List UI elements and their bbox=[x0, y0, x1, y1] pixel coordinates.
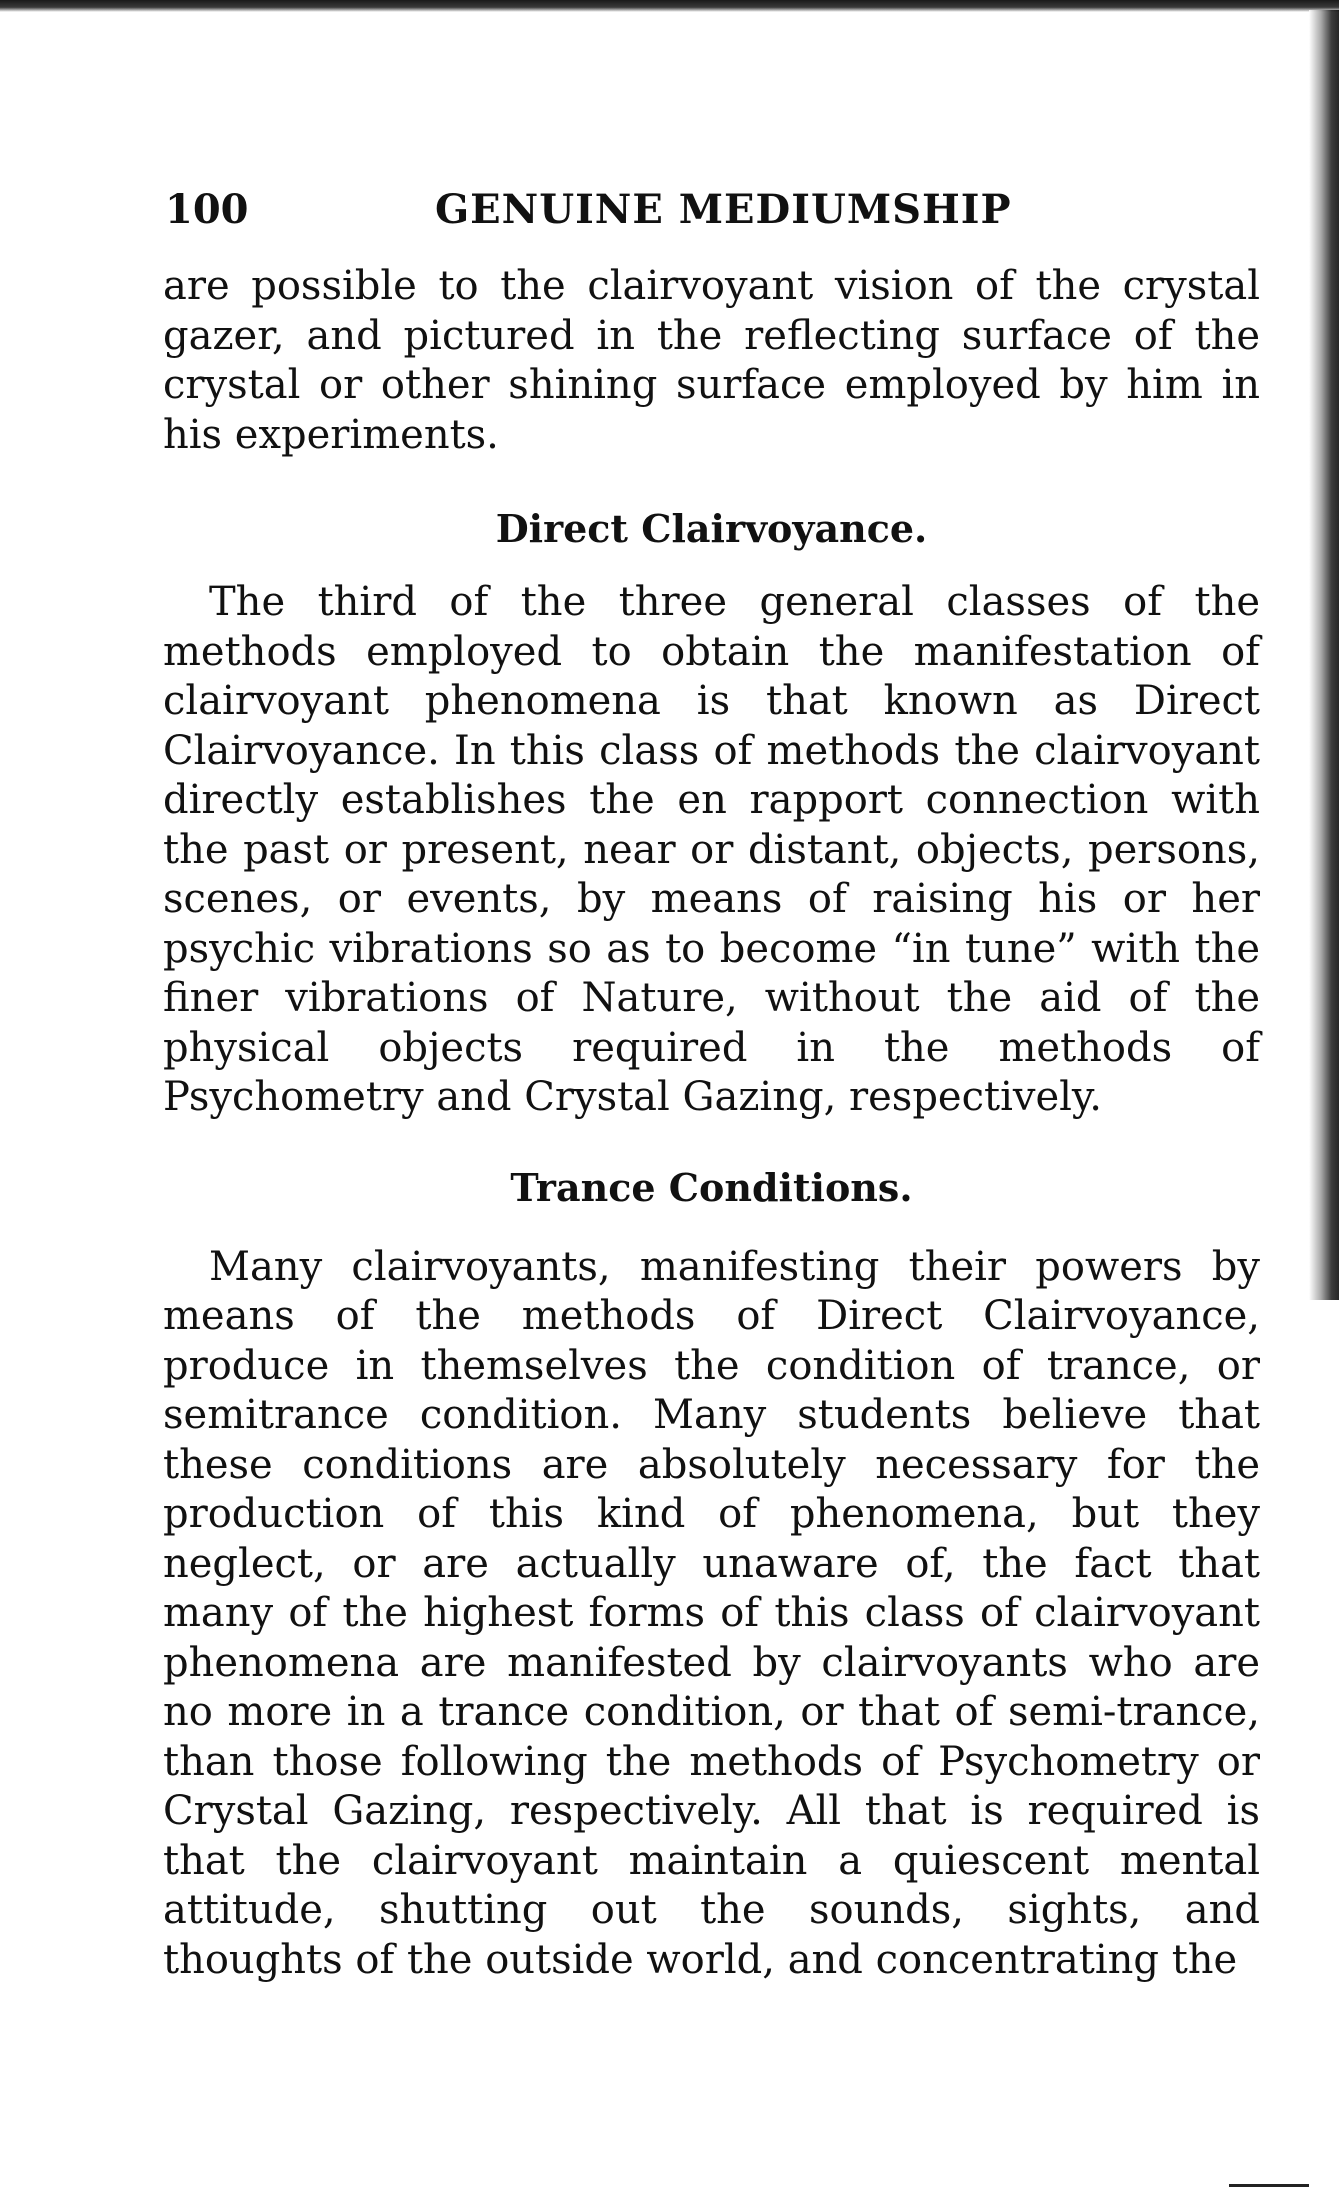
page-edge-shadow bbox=[1309, 10, 1339, 1300]
top-edge-shadow bbox=[0, 0, 1339, 12]
paragraph-continuation: are possible to the clairvoyant vision of the crystal gazer, and pictured in the reflecting surface of the crystal or other shining surface employed by him in his experiments. bbox=[163, 263, 1260, 458]
page-body bbox=[163, 262, 1260, 1985]
section-heading-trance-conditions: Trance Conditions. bbox=[510, 1164, 913, 1210]
paragraph-direct-clairvoyance: The third of the three general classes of the methods employed to obtain the manifestation of clairvoyant phenomena is that known as Direct Clairvoyance. In this class of methods the clairvoyant directly establishes the en rapport connection with the past or present, near or distant, objects, persons, scenes, or events, by means of raising his or her psychic vibrations so as to become “in tune” with the finer vibrations of Nature, without the aid of the physical objects required in the methods of Psychometry and Crystal Gazing, respectively. bbox=[163, 579, 1260, 1120]
section-heading-direct-clairvoyance: Direct Clairvoyance. bbox=[495, 506, 928, 551]
page-header bbox=[165, 186, 1265, 246]
running-title: GENUINE MEDIUMSHIP bbox=[435, 186, 1012, 233]
page-number: 100 bbox=[165, 186, 249, 233]
bottom-edge-mark bbox=[1229, 2184, 1309, 2187]
paragraph-trance-conditions: Many clairvoyants, manifesting their powers by means of the methods of Direct Clairvoyance, produce in themselves the condition of trance, or semitrance condition. Many students believe that these conditions are absolutely necessary for the production of this kind of phenomena, but they neglect, or are actually unaware of, the fact that many of the highest forms of this class of clairvoyant phenomena are manifested by clairvoyants who are no more in a trance condition, or that of semi-trance, than those following the methods of Psychometry or Crystal Gazing, respectively. All that is required is that the clairvoyant maintain a quiescent mental attitude, shutting out the sounds, sights, and thoughts of the outside world, and concentrating the bbox=[163, 1243, 1260, 1983]
